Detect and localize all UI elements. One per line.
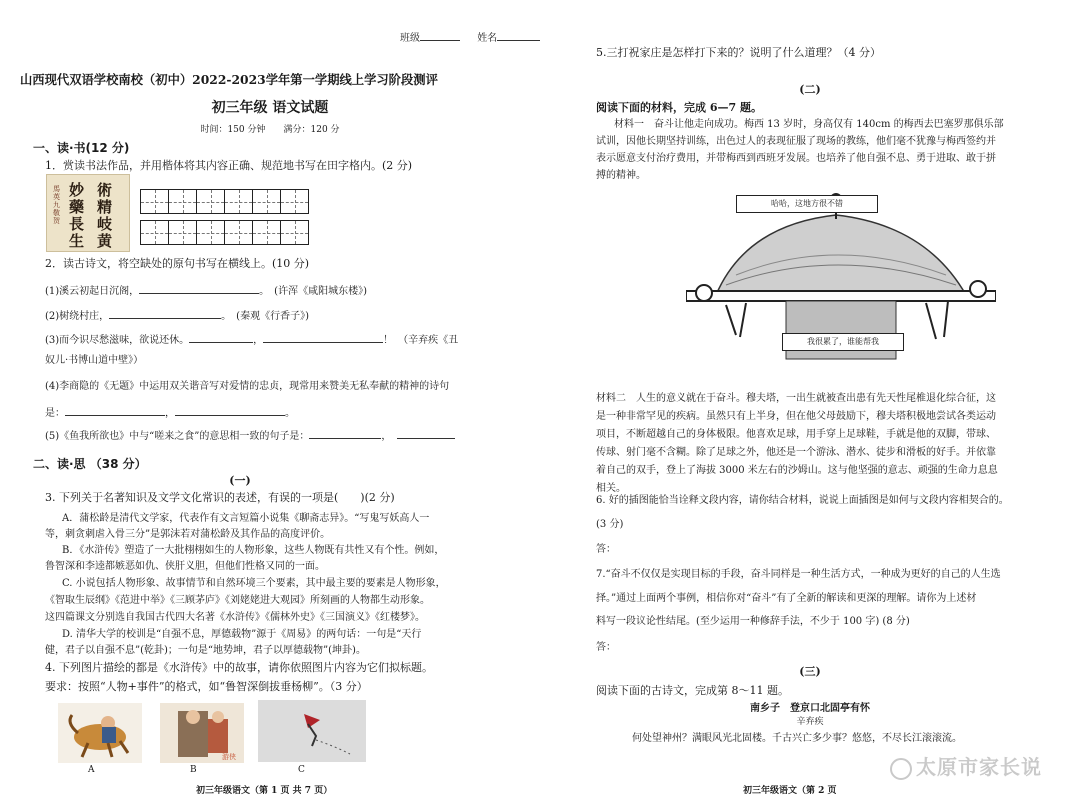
class-label: 班级 (400, 33, 420, 44)
question-2: 2．读古诗文，将空缺处的原句书写在横线上。(10 分) (45, 257, 310, 270)
water-margin-picture-c (258, 700, 366, 762)
q2-2-source: 。 (秦观《行香子》) (221, 311, 309, 322)
calligraphy-char: 岐 (97, 215, 113, 233)
q2-1-source: 。 (许浑《咸阳城东楼》) (259, 286, 367, 297)
exam-meta: 时间：150 分钟 满分：120 分 (200, 125, 340, 135)
cartoon-illustration (686, 185, 996, 375)
poem-author: 辛弃疾 (796, 717, 824, 727)
water-margin-picture-b (160, 703, 244, 763)
calligraphy-char: 術 (97, 181, 113, 199)
question-5: 5.三打祝家庄是怎样打下来的？说明了什么道理？（4 分） (596, 46, 881, 59)
q2-4-label: 是： (45, 408, 65, 419)
q2-4-period: 。 (285, 408, 295, 419)
question-6: 6. 好的插图能恰当诠释文段内容，请你结合材料，说说上面插图是如何与文段内容相契合的。 (596, 495, 1009, 506)
tianzige-cell[interactable] (252, 220, 281, 245)
calligraphy-seal: 馬英九敬贺 (53, 185, 60, 225)
question-6-score: (3 分) (596, 519, 624, 530)
name-label: 姓名 (477, 33, 498, 44)
section-2-heading: 二、读·思 （38 分） (33, 457, 147, 471)
tianzige-cell[interactable] (196, 189, 225, 214)
material-1-line-2: 试训，因他长期坚持训练，出色过人的表现征服了现场的教练，他们毫不犹豫与梅西签约并 (596, 136, 996, 147)
q3-option-c-1: C. 小说包括人物形象、故事情节和自然环境三个要素，其中最主要的要素是人物形象， (62, 578, 446, 589)
question-4-line-1: 4. 下列图片描绘的都是《水浒传》中的故事，请你依照图片内容为它们拟标题。 (45, 661, 433, 674)
water-margin-picture-a (58, 703, 142, 763)
poem-title: 南乡子 登京口北固亭有怀 (750, 703, 870, 714)
material-1-line-4: 搏的精神。 (596, 170, 646, 181)
tianzige-cell[interactable] (224, 220, 253, 245)
q2-4-comma: ， (165, 408, 175, 419)
question-3: 3. 下列关于名著知识及文学文化常识的表述，有误的一项是( )(2 分) (45, 491, 395, 504)
question-7-line-1: 7.“奋斗不仅仅是实现目标的手段，奋斗同样是一种生活方式，一种成为更好的自己的人生选 (596, 569, 1001, 580)
part-3-heading: (三) (799, 665, 821, 678)
q2-5-text: (5)《鱼我所欲也》中与“嗟来之食”的意思相一致的句子是： (45, 431, 310, 442)
calligraphy-char: 精 (97, 198, 113, 216)
part-2-heading: (二) (799, 83, 821, 96)
calligraphy-char: 黄 (97, 232, 113, 250)
question-2-3-cont: 奴儿·书博山道中壁》） (45, 355, 144, 366)
answer-label-6[interactable]: 答： (596, 544, 616, 555)
calligraphy-char: 生 (69, 232, 85, 250)
name-blank[interactable] (497, 28, 540, 41)
exam-page-2 (540, 0, 1080, 810)
q2-3-source: ！ （辛弃疾《丑 (383, 335, 459, 346)
cartoon-bubble-top: 哈哈，这地方很不错 (736, 195, 878, 213)
material-1-line-3: 表示愿意支付治疗费用，并带梅西到西班牙发展。也培养了他自强不息、勇于进取、敢于拼 (596, 153, 996, 164)
tianzige-cell[interactable] (224, 189, 253, 214)
answer-blank[interactable] (175, 403, 285, 416)
answer-blank[interactable] (263, 330, 383, 343)
answer-blank[interactable] (397, 426, 455, 439)
tianzige-cell[interactable] (252, 189, 281, 214)
reading-instruction-2: 阅读下面的古诗文，完成第 8～11 题。 (596, 684, 789, 697)
question-2-3 (45, 330, 458, 348)
question-7-line-3: 料写一段议论性结尾。(至少运用一种修辞手法，不少于 100 字) (8 分) (596, 616, 910, 627)
q3-option-a-1: A．蒲松龄是清代文学家，代表作有文言短篇小说集《聊斋志异》。“写鬼写妖高人一 (62, 513, 430, 524)
question-7-line-2: 择。”通过上面两个事例，相信你对“奋斗”有了全新的解读和更深的理解。请你为上述材 (596, 593, 977, 604)
material-1-line-1: 材料一 奋斗让他走向成功。梅西 13 岁时，身高仅有 140cm 的梅西去巴塞罗那俱乐部 (614, 119, 1004, 130)
page-2-footer: 初三年级语文（第 2 页 (743, 786, 837, 796)
class-blank[interactable] (420, 28, 460, 41)
picture-label-a: A (88, 765, 95, 775)
watermark (890, 751, 1042, 780)
q3-option-c-3: 这四篇课文分别选自我国古代四大名著《水浒传》《儒林外史》《三国演义》《红楼梦》。 (45, 612, 425, 623)
question-2-4: (4)李商隐的《无题》中运用双关谐音写对爱情的忠贞，现常用来赞美无私奉献的精神的诗句 (45, 381, 450, 392)
q2-5-comma: ， (381, 431, 392, 442)
tianzige-cell[interactable] (168, 189, 197, 214)
picture-label-c: C (298, 765, 305, 775)
calligraphy-char: 妙 (69, 181, 85, 199)
poem-line-1: 何处望神州？满眼风光北固楼。千古兴亡多少事？悠悠，不尽长江滚滚流。 (632, 733, 962, 744)
tianzige-row-1[interactable] (140, 189, 308, 214)
answer-label-7[interactable]: 答： (596, 642, 616, 653)
section-1-heading: 一、读·书(12 分) (33, 141, 130, 155)
q2-1-text: (1)溪云初起日沉阁， (45, 286, 140, 297)
q2-3-text: (3)而今识尽愁滋味，欲说还休。 (45, 335, 190, 346)
tianzige-cell[interactable] (280, 189, 309, 214)
page-1-footer: 初三年级语文（第 1 页 共 7 页） (196, 786, 333, 796)
material-2-line-1: 材料二 人生的意义就在于奋斗。穆夫塔，一出生就被查出患有先天性尾椎退化综合征，这 (596, 393, 996, 404)
question-4-line-2: 要求：按照“人物+事件”的格式，如“鲁智深倒拔垂杨柳”。（3 分） (45, 680, 368, 693)
question-2-5 (45, 426, 455, 444)
class-name-line (400, 28, 540, 46)
exam-title: 山西现代双语学校南校（初中）2022-2023学年第一学期线上学习阶段测评 (20, 72, 438, 87)
calligraphy-char: 長 (69, 215, 85, 233)
answer-blank[interactable] (309, 426, 381, 439)
q3-option-d-1: D. 清华大学的校训是“自强不息，厚德载物”源于《周易》的两句话：一句是“天行 (62, 629, 422, 640)
material-2-line-2: 是一种非常罕见的疾病。虽然只有上半身，但在他父母鼓励下，穆夫塔积极地尝试各类运动 (596, 411, 996, 422)
tianzige-row-2[interactable] (140, 220, 308, 245)
answer-blank[interactable] (65, 403, 165, 416)
calligraphy-char: 藥 (69, 198, 85, 216)
answer-blank[interactable] (139, 281, 259, 294)
q2-2-text: (2)树绕村庄， (45, 311, 110, 322)
answer-blank[interactable] (109, 306, 221, 319)
material-2-line-5: 着自己的双手，登上了海拔 3000 米左右的沙姆山。这与他坚强的意志、顽强的生命力息息 (596, 465, 998, 476)
question-1: 1．赏读书法作品，并用楷体将其内容正确、规范地书写在田字格内。(2 分) (45, 159, 413, 172)
exam-subtitle: 初三年级 语文试题 (211, 100, 329, 116)
question-2-2 (45, 306, 309, 324)
question-2-1 (45, 281, 367, 299)
material-2-line-6: 相关。 (596, 483, 626, 494)
answer-blank[interactable] (189, 330, 253, 343)
calligraphy-image (46, 174, 130, 252)
watermark-icon (890, 758, 912, 780)
tianzige-cell[interactable] (140, 220, 169, 245)
tianzige-cell[interactable] (168, 220, 197, 245)
q2-3-comma: ， (253, 335, 264, 346)
picture-label-b: B (190, 765, 197, 775)
q3-option-c-2: 《智取生辰纲》《范进中举》《三顾茅庐》《刘姥姥进大观园》所刻画的人物都生动形象。 (45, 595, 430, 606)
q3-option-a-2: 等，刺贪刺虐入骨三分”是郭沫若对蒲松龄及其作品的高度评价。 (45, 529, 331, 540)
tianzige-cell[interactable] (196, 220, 225, 245)
part-1-heading: (一) (229, 474, 251, 487)
cartoon-bubble-bottom: 我很累了，谁能帮我 (782, 333, 904, 351)
material-2-line-4: 传球、射门毫不含糊。除了足球之外，他还是一个游泳、潜水、徒步和滑板的好手。并依靠 (596, 447, 996, 458)
svg-text:游侠: 游侠 (222, 753, 236, 761)
reading-instruction-1: 阅读下面的材料，完成 6—7 题。 (596, 101, 762, 114)
q3-option-b-2: 鲁智深和李逵都嫉恶如仇、侠肝义胆，但他们性格又同的一面。 (45, 561, 325, 572)
tianzige-cell[interactable] (140, 189, 169, 214)
q3-option-d-2: 健，君子以自强不息”(乾卦)；一句是“地势坤，君子以厚德载物”(坤卦)。 (45, 645, 366, 656)
q3-option-b-1: B．《水浒传》塑造了一大批栩栩如生的人物形象，这些人物既有共性又有个性。例如， (62, 545, 445, 556)
tianzige-cell[interactable] (280, 220, 309, 245)
material-2-line-3: 项目，不断超越自己的身体极限。他喜欢足球，用手穿上足球鞋，手就是他的双脚，带球、 (596, 429, 996, 440)
watermark-text: 太原市家长说 (916, 755, 1042, 779)
question-2-4-cont (45, 403, 295, 421)
